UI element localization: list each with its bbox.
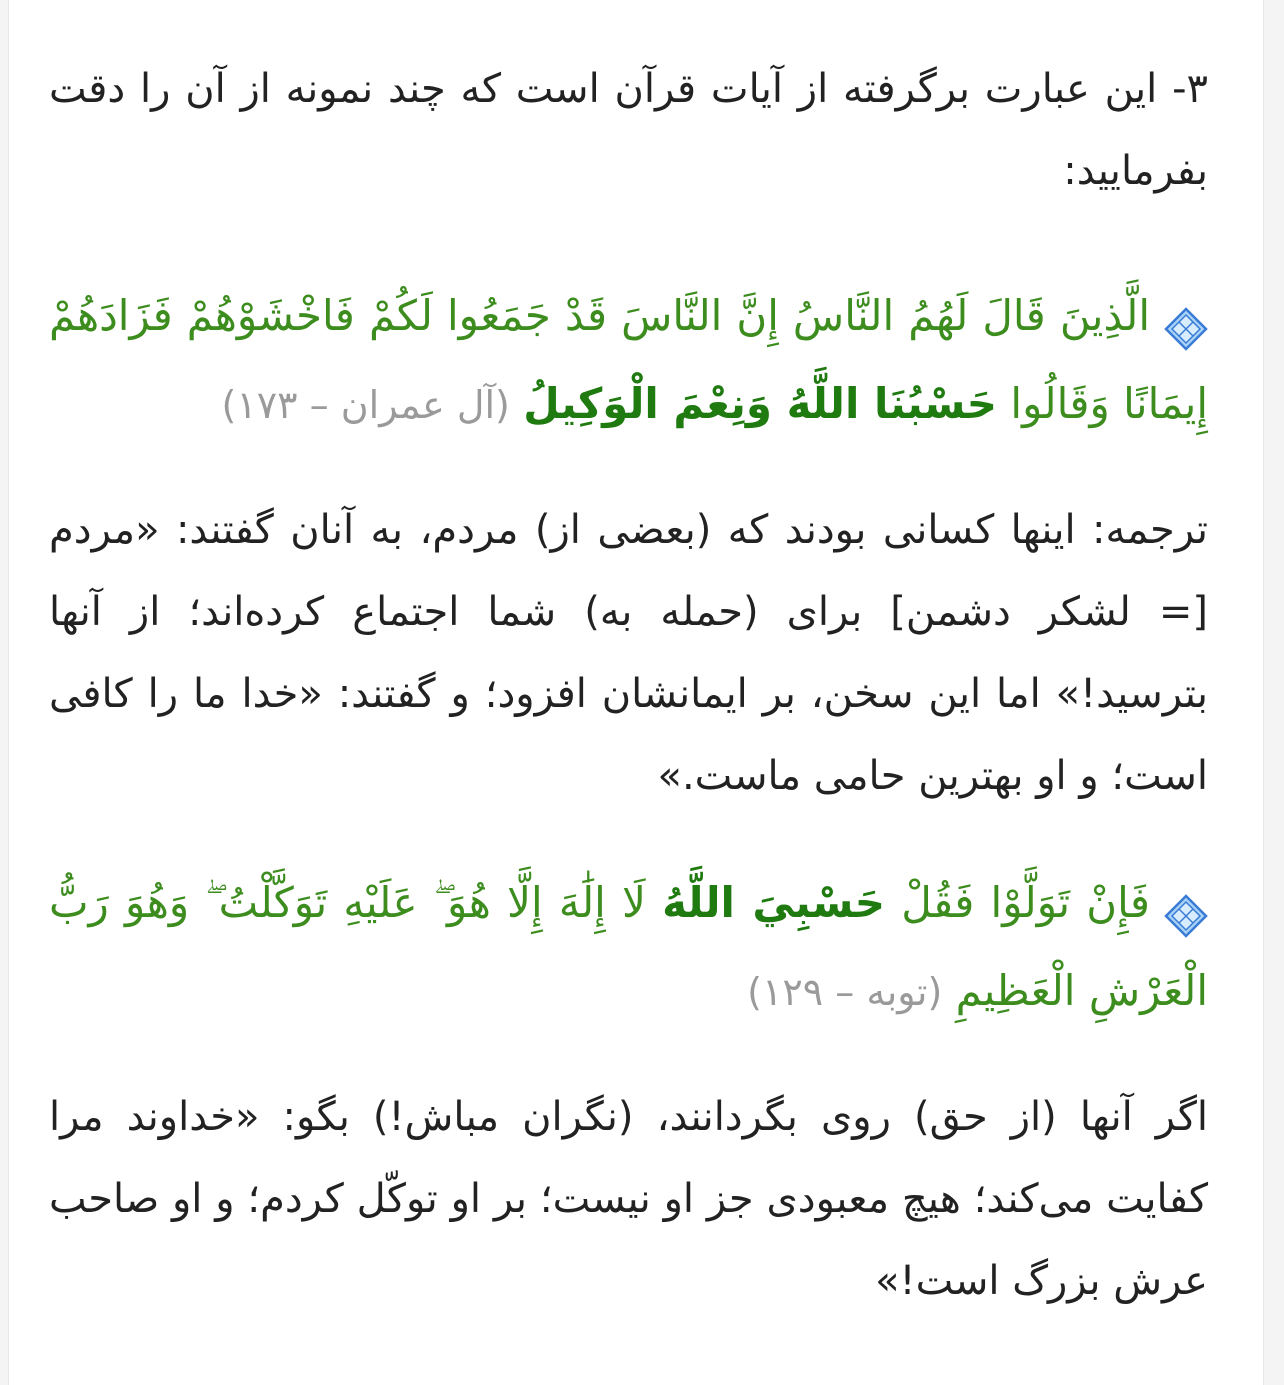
verse-2-text-after: لَا إِلَٰهَ إِلَّا هُوَ ۖ عَلَيْهِ تَوَكَّلْتُ ۖ وَهُوَ رَبُّ الْعَرْشِ الْعَظِيمِ [49,878,1208,1015]
verse-1-highlight: حَسْبُنَا اللَّهُ وَنِعْمَ الْوَكِيلُ [523,379,998,428]
verse-2-text-before: فَإِنْ تَوَلَّوْا فَقُلْ [901,878,1150,927]
intro-paragraph: ۳- این عبارت برگرفته از آیات قرآن است که چند نمونه از آن را دقت بفرمایید: [49,66,1208,194]
translation-paragraph-1: ترجمه: اینها کسانی بودند که (بعضی از) مردم، به آنان گفتند: «مردم [= لشکر دشمن] برای (حمله به) شما اجتماع کرده‌اند؛ از آنها بترسید!» اما این سخن، بر ایمانشان افزود؛ و گفتند: «خدا ما را کافی است؛ و او بهترین حامی ماست.» [49,507,1208,799]
diamond-icon [1164,880,1208,924]
verse-block-1 [49,272,1208,449]
verse-2-highlight: حَسْبِيَ اللَّهُ [662,878,886,927]
translation-paragraph-2: اگر آنها (از حق) روی بگردانند، (نگران مباش!) بگو: «خداوند مرا کفایت می‌کند؛ هیچ معبودی جز او نیست؛ بر او توکّل کردم؛ و او صاحب عرش بزرگ است!» [49,1094,1208,1304]
content-card [8,0,1264,1385]
diamond-icon [1164,293,1208,337]
article-body [49,48,1208,1364]
verse-1-reference: (آل عمران – ۱۷۳) [221,383,510,427]
verse-1-text: الَّذِينَ قَالَ لَهُمُ النَّاسُ إِنَّ النَّاسَ قَدْ جَمَعُوا لَكُمْ فَاخْشَوْهُمْ فَزَادَهُمْ إِيمَانًا وَقَالُوا [49,291,1208,428]
verse-2-reference: (توبه – ۱۲۹) [747,970,943,1014]
verse-block-2 [49,859,1208,1036]
